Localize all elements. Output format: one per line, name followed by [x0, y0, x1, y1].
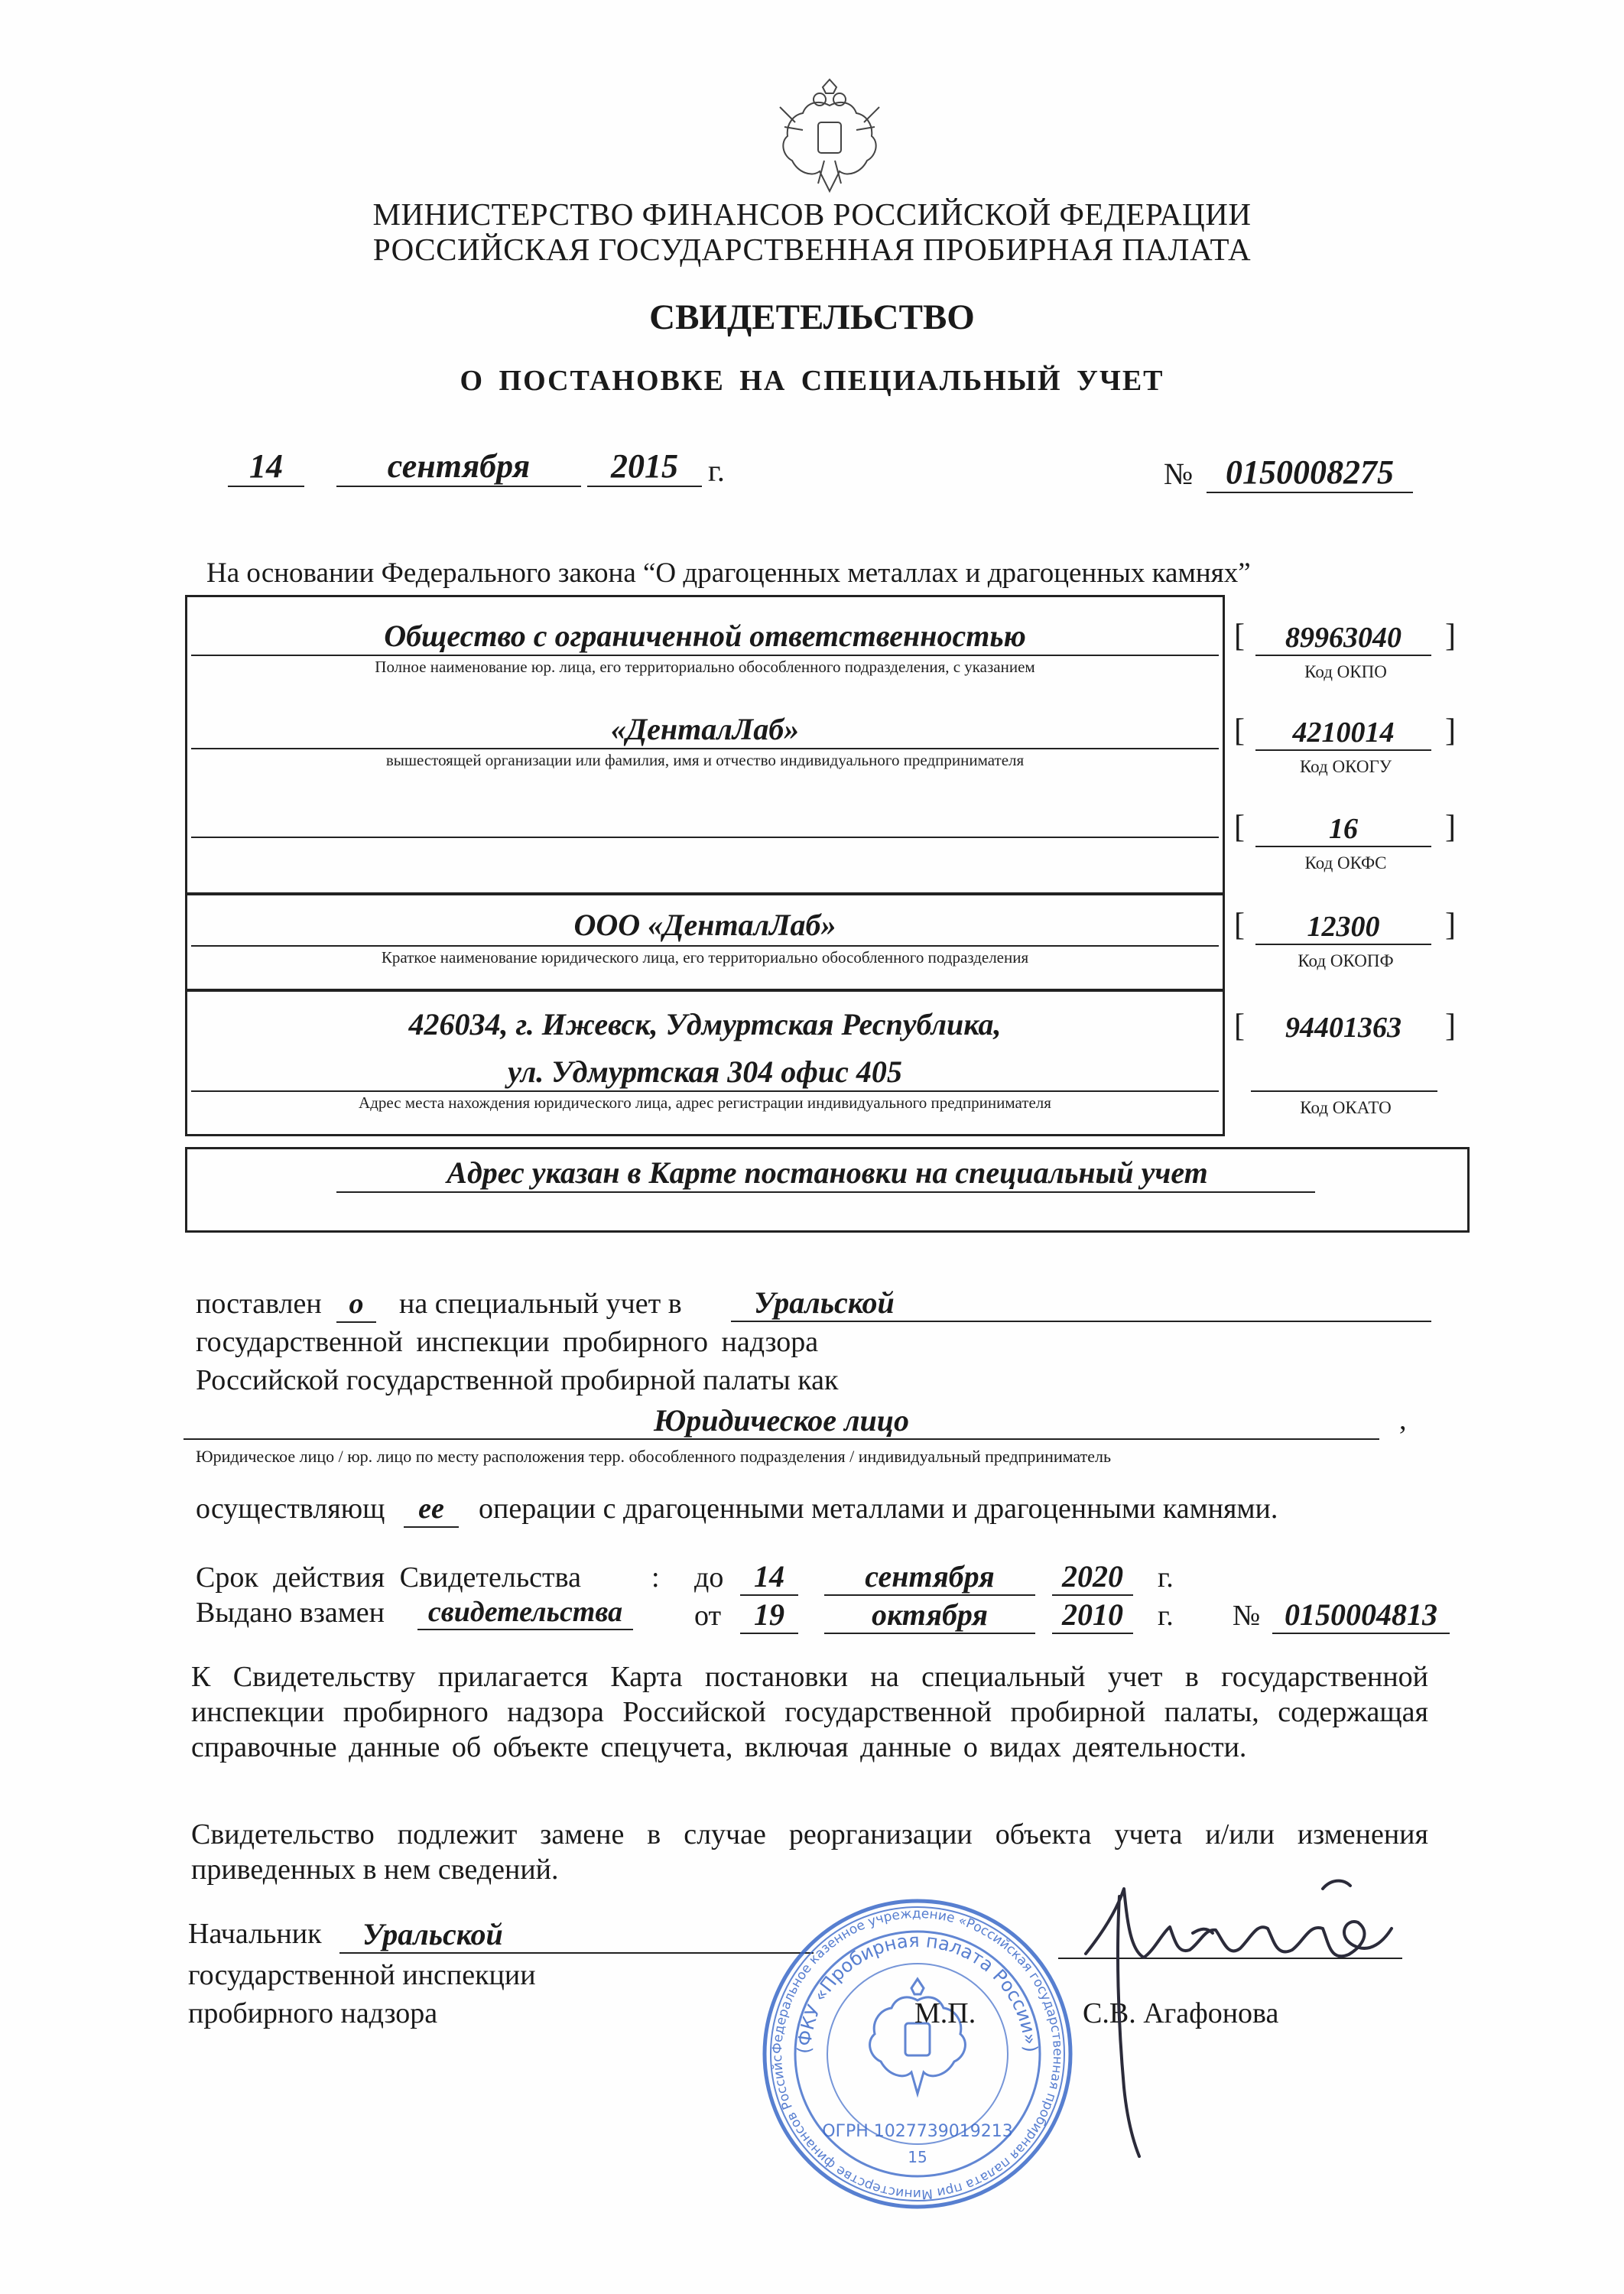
issue-day: 14 [228, 447, 304, 487]
divider [191, 748, 1219, 749]
bracket-open: [ [1234, 619, 1245, 654]
inspection-name: Уральской [731, 1285, 1431, 1322]
divider [191, 655, 1219, 656]
placed-prefix: поставлен [196, 1288, 322, 1320]
short-name-caption: Краткое наименование юридического лица, его территориально обособленного подразделения [381, 948, 1029, 967]
replacement-g: г. [1158, 1600, 1174, 1632]
registration-line3: Российской государственной пробирной палаты как [196, 1364, 839, 1396]
signature-line3: пробирного надзора [188, 1997, 438, 2029]
full-name-caption2: вышестоящей организации или фамилия, имя и отчество индивидуального предпринимателя [385, 751, 1025, 769]
seal-number: 15 [908, 2148, 927, 2166]
address-caption: Адрес места нахождения юридического лица, адрес регистрации индивидуального предпринимателя [359, 1093, 1051, 1112]
replacement-number-sign: № [1233, 1600, 1261, 1632]
bracket-open: [ [1234, 810, 1245, 845]
code-okopf-label: Код ОКОПФ [1298, 951, 1394, 970]
coat-of-arms-icon [772, 76, 887, 199]
chamber-heading: РОССИЙСКАЯ ГОСУДАРСТВЕННАЯ ПРОБИРНАЯ ПАЛАТА [372, 232, 1252, 267]
code-okpo-value: 89963040 [1255, 621, 1431, 656]
code-okogu-label: Код ОКОГУ [1299, 757, 1392, 776]
bracket-close: ] [1445, 908, 1456, 943]
operations-suffix: ее [404, 1491, 459, 1528]
full-name-line2: «ДенталЛаб» [610, 712, 800, 746]
placed-text: на специальный учет в [399, 1288, 682, 1320]
bracket-close: ] [1445, 810, 1456, 845]
bracket-close: ] [1445, 713, 1456, 749]
divider [191, 1090, 1219, 1092]
replacement-year: 2010 [1052, 1597, 1133, 1634]
seal-outer-text: Федеральное казенное учреждение «Российская государственная пробирная палата при Министерстве финансов Российс [769, 1906, 1066, 2202]
issue-month: сентября [336, 447, 581, 487]
divider [1251, 1090, 1437, 1092]
issue-year: 2015 [587, 447, 702, 487]
short-name: ООО «ДенталЛаб» [573, 908, 836, 942]
signer-name: С.В. Агафонова [1083, 1997, 1279, 2029]
legal-basis: На основании Федерального закона “О драгоценных металлах и драгоценных камнях” [206, 557, 1251, 589]
issue-number-sign: № [1164, 457, 1194, 491]
divider [191, 837, 1219, 838]
signature-line2: государственной инспекции [188, 1959, 536, 1991]
validity-year: 2020 [1052, 1558, 1133, 1596]
replacement-label: Выдано взамен [196, 1597, 385, 1629]
operations-text: операции с драгоценными металлами и драгоценными камнями. [479, 1493, 1278, 1525]
replacement-value: свидетельства [417, 1595, 633, 1630]
handwritten-signature [1070, 1843, 1407, 2164]
replacement-number: 0150004813 [1272, 1597, 1450, 1634]
signature-title: Начальник [188, 1918, 322, 1950]
issue-number: 0150008275 [1207, 453, 1413, 493]
validity-day: 14 [740, 1558, 798, 1596]
address-line1: 426034, г. Ижевск, Удмуртская Республика, [408, 1007, 1002, 1041]
seal-ogrn: ОГРН 1027739019213 [822, 2122, 1013, 2141]
registration-line2: государственной инспекции пробирного надзора [196, 1326, 819, 1358]
signature-inspection: Уральской [339, 1916, 814, 1954]
document-title: СВИДЕТЕЛЬСТВО [649, 297, 975, 337]
bracket-close: ] [1445, 619, 1456, 654]
bracket-open: [ [1234, 908, 1245, 943]
ministry-heading: МИНИСТЕРСТВО ФИНАНСОВ РОССИЙСКОЙ ФЕДЕРАЦИИ [372, 197, 1252, 232]
validity-g: г. [1158, 1561, 1174, 1594]
official-stamp [757, 1893, 1078, 2214]
entity-caption: Юридическое лицо / юр. лицо по месту расположения терр. обособленного подразделения / индивидуальный предприниматель [196, 1447, 1112, 1466]
replacement-from: от [694, 1600, 722, 1632]
operations-prefix: осуществляющ [196, 1493, 385, 1525]
placed-suffix: о [336, 1286, 376, 1323]
validity-month: сентября [824, 1558, 1035, 1596]
divider [191, 945, 1219, 947]
validity-colon: : [651, 1561, 660, 1594]
entity-type: Юридическое лицо [184, 1402, 1379, 1440]
divider [336, 1191, 1315, 1193]
bracket-open: [ [1234, 1009, 1245, 1044]
code-okato-label: Код ОКАТО [1300, 1098, 1392, 1117]
bracket-open: [ [1234, 713, 1245, 749]
seal-inner-text: (ФКУ «Пробирная палата России») [793, 1929, 1042, 2055]
code-okopf-value: 12300 [1255, 910, 1431, 945]
code-okfs-label: Код ОКФС [1304, 853, 1387, 872]
stamp-place-label: М.П. [914, 1997, 976, 2029]
bracket-close: ] [1445, 1009, 1456, 1044]
replacement-day: 19 [740, 1597, 798, 1634]
validity-to: до [694, 1561, 724, 1594]
code-okpo-label: Код ОКПО [1304, 662, 1387, 681]
document-subtitle: О ПОСТАНОВКЕ НА СПЕЦИАЛЬНЫЙ УЧЕТ [460, 365, 1164, 397]
code-okogu-value: 4210014 [1255, 716, 1431, 751]
address-line2: ул. Удмуртская 304 офис 405 [508, 1054, 902, 1089]
full-name-line1: Общество с ограниченной ответственностью [384, 619, 1026, 653]
replacement-paragraph: Свидетельство подлежит замене в случае реорганизации объекта учета и/или изменения приведенных в нем сведений. [191, 1818, 1428, 1886]
validity-label: Срок действия Свидетельства [196, 1561, 581, 1594]
production-address: Адрес указан в Карте постановки на специальный учет [447, 1155, 1208, 1190]
issue-year-suffix: г. [708, 453, 725, 488]
code-okato-value: 94401363 [1285, 1012, 1402, 1044]
replacement-month: октября [824, 1597, 1035, 1634]
attachment-paragraph: К Свидетельству прилагается Карта постановки на специальный учет в государственной инспекции пробирного надзора Российской государственной пробирной палаты, содержащая справочные данные об объекте спецучета, включая данные о видах деятельности. [191, 1661, 1428, 1763]
entity-comma: , [1399, 1404, 1407, 1436]
full-name-caption: Полное наименование юр. лица, его территориально обособленного подразделения, с указанием [375, 658, 1035, 676]
code-okfs-value: 16 [1255, 812, 1431, 847]
